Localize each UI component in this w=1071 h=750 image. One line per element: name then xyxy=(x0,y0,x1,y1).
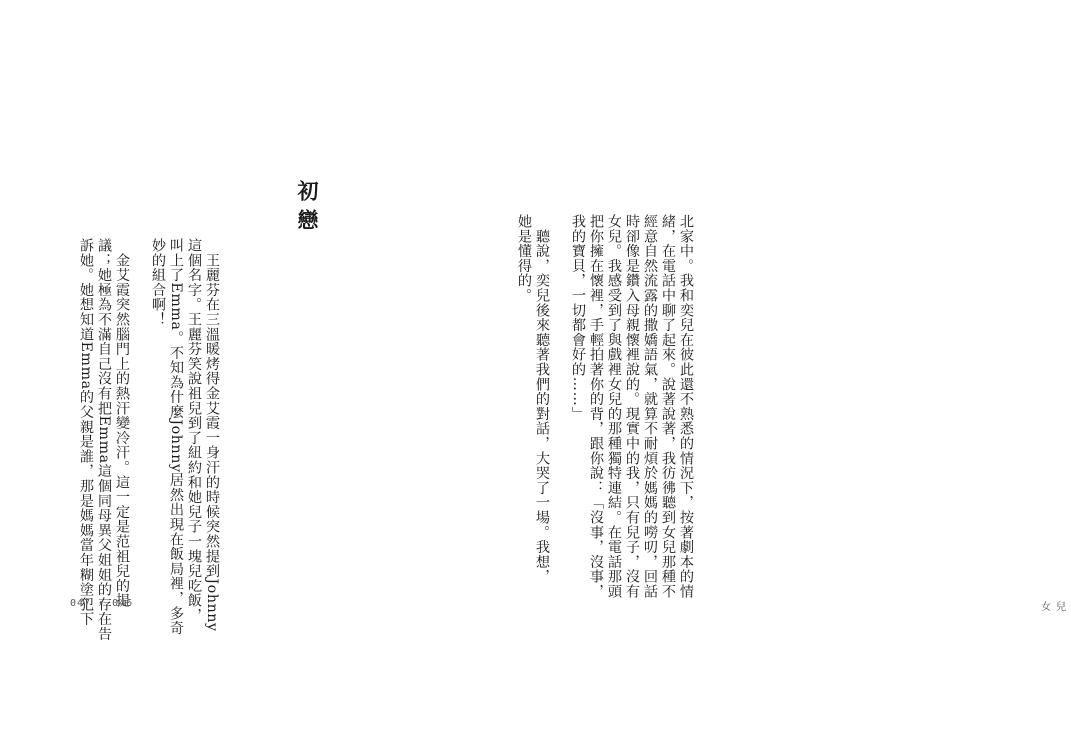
text-column: 時卻像是鑽入母親懷裡說的。現實中的我，只有兒子，沒有 xyxy=(624,214,640,599)
text-column: 我的寶貝，一切都會好的……」 xyxy=(570,214,586,422)
text-column: 叫上了Emma。不知為什麼Johnny居然出現在飯局裡，多奇 xyxy=(168,238,184,636)
text-column: 這個名字。王麗芬笑說祖兒到了紐約和她兒子一塊兒吃飯， xyxy=(186,238,202,623)
text-column: 聽說，奕兒後來聽著我們的對話，大哭了一場。我想， xyxy=(534,214,550,584)
page-number: 047 • 046 xyxy=(70,598,134,609)
text-column: 北家中。我和奕兒在彼此還不熟悉的情況下，按著劇本的情 xyxy=(678,214,694,599)
text-column: 把你擁在懷裡，手輕拍著你的背，跟你說：「沒事，沒事， xyxy=(588,214,604,599)
running-head: 女兒 xyxy=(1041,602,1071,613)
text-column: 她是懂得的。 xyxy=(516,214,532,303)
text-column: 經意自然流露的撒嬌語氣，就算不耐煩於媽媽的嘮叨，回話 xyxy=(642,214,658,599)
text-column: 緒，在電話中聊了起來。說著說著，我彷彿聽到女兒那種不 xyxy=(660,214,676,599)
text-column: 金艾霞突然腦門上的熱汗變冷汗。這一定是范祖兒的提 xyxy=(114,238,130,608)
right-page xyxy=(375,0,1071,750)
text-column: 女兒。我感受到了與戲裡女兒的那種獨特連結。在電話那頭 xyxy=(606,214,622,599)
text-column: 妙的組合啊！ xyxy=(150,238,166,327)
text-column: 王麗芬在三溫暖烤得金艾霞一身汗的時候突然提到Johnny xyxy=(204,238,220,632)
chapter-title: 初戀 xyxy=(295,180,320,238)
left-page xyxy=(0,0,375,750)
text-column: 訴她。她想知道Emma的父親是誰，那是媽媽當年糊塗犯下 xyxy=(78,238,94,627)
text-column: 議；她極為不滿自己沒有把Emma這個同母異父姐姐的存在告 xyxy=(96,238,112,642)
